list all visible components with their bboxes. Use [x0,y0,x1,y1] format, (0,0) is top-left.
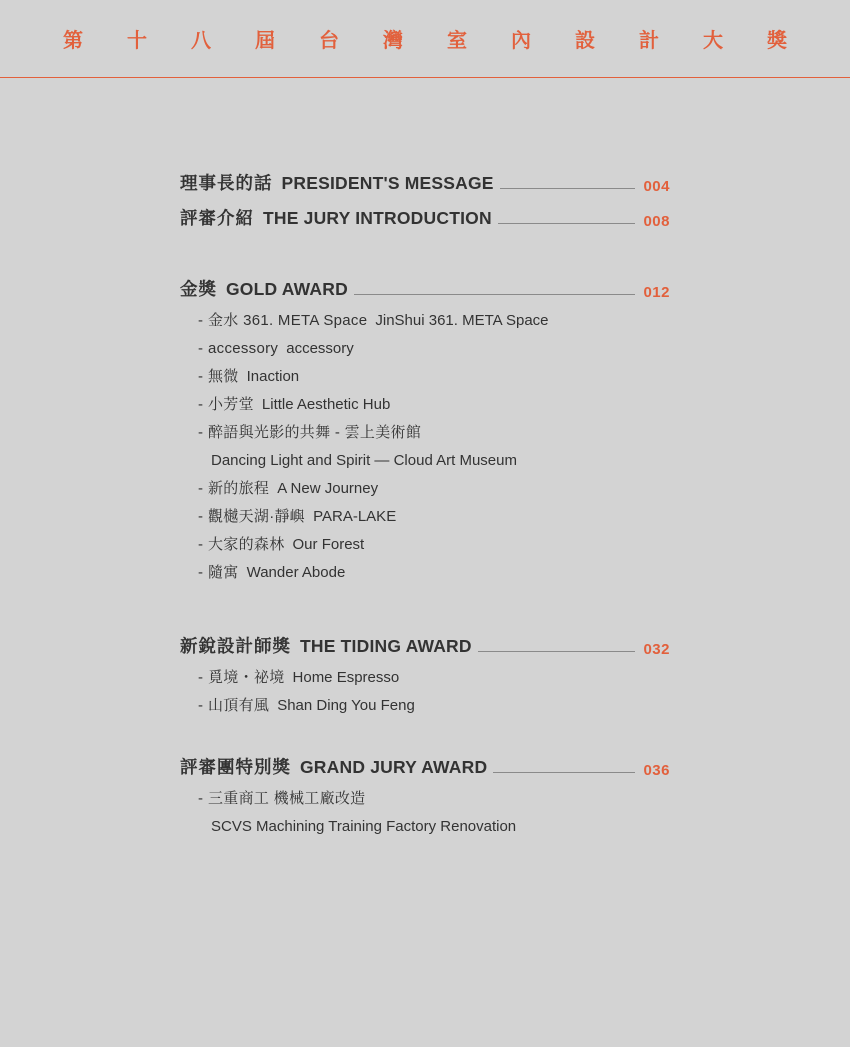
subitem-zh: 小芳堂 [208,396,254,413]
toc-section-gold-award [180,276,680,587]
subitem-zh: 山頂有風 [208,697,270,714]
toc-entry-title-en: GOLD AWARD [226,279,348,299]
toc-entry-title-zh: 新銳設計師獎 [180,636,291,656]
subitem-zh: 醉語與光影的共舞 - 雲上美術館 [208,424,422,441]
dash-marker: - [198,396,203,413]
subitem-zh: 新的旅程 [208,480,270,497]
dash-marker: - [198,564,203,581]
leader-line [493,772,635,773]
leader-line [500,188,636,189]
dash-marker: - [198,697,203,714]
header-char: 獎 [767,30,787,52]
list-item[interactable] [198,531,680,559]
leader-line [478,651,636,652]
dash-marker: - [198,480,203,497]
list-item[interactable] [198,335,680,363]
leader-line [498,223,636,224]
toc-page-number: 032 [643,641,670,658]
toc-entry-title-en: THE JURY INTRODUCTION [263,208,492,228]
dash-marker: - [198,790,203,807]
toc-entry[interactable] [180,170,670,195]
header-char: 計 [639,30,659,52]
dash-marker: - [198,312,203,329]
subitem-zh: 三重商工 機械工廠改造 [208,790,366,807]
list-item[interactable] [198,391,680,419]
toc-entry-title-en: PRESIDENT'S MESSAGE [281,173,494,193]
header-char: 屆 [255,30,275,52]
header-char: 內 [511,30,531,52]
subitem-en: Our Forest [292,536,365,553]
list-item[interactable] [198,363,680,391]
toc-section-header[interactable] [180,276,670,301]
toc-subitem-list [180,664,680,720]
subitem-zh: 觀樾天湖·靜嶼 [208,508,306,525]
subitem-zh: accessory [208,340,279,357]
toc-page-number: 012 [643,284,670,301]
dash-marker: - [198,669,203,686]
header-char: 室 [447,30,467,52]
header-char: 設 [575,30,595,52]
subitem-continuation: SCVS Machining Training Factory Renovation [211,818,517,835]
header-char: 台 [319,30,339,52]
toc-subitem-list [180,307,680,587]
toc-entry-title-zh: 金獎 [180,279,217,299]
subitem-zh: 覓境・祕境 [208,669,285,686]
subitem-en: PARA-LAKE [313,508,397,525]
subitem-zh: 大家的森林 [208,536,285,553]
toc-entry-title-zh: 評審團特別獎 [180,757,291,777]
leader-line [354,294,636,295]
dash-marker: - [198,424,203,441]
subitem-en: Home Espresso [292,669,400,686]
list-item[interactable] [198,503,680,531]
list-item[interactable] [198,785,680,841]
toc-subitem-list [180,785,680,841]
spacer [180,720,680,754]
toc-entry-title [180,170,494,195]
spacer [180,230,680,276]
subitem-continuation: Dancing Light and Spirit — Cloud Art Museum [211,452,517,469]
subitem-zh: 隨寓 [208,564,239,581]
dash-marker: - [198,508,203,525]
subitem-en: Wander Abode [246,564,346,581]
header-char: 十 [127,30,147,52]
subitem-en: accessory [286,340,354,357]
header-char: 灣 [383,30,403,52]
toc-top-entries [180,170,680,230]
toc-section-tiding-award [180,633,680,720]
subitem-zh: 金水 361. META Space [208,312,368,329]
subitem-en: Inaction [246,368,300,385]
list-item[interactable] [198,664,680,692]
header-char: 八 [191,30,211,52]
toc-page-number: 004 [643,178,670,195]
header-char: 大 [703,30,723,52]
toc-entry-title [180,205,492,230]
subitem-en: Shan Ding You Feng [277,697,415,714]
list-item[interactable] [198,419,680,475]
dash-marker: - [198,368,203,385]
toc-entry-title [180,276,348,301]
toc-entry-title-en: THE TIDING AWARD [300,636,472,656]
subitem-en: Little Aesthetic Hub [261,396,391,413]
list-item[interactable] [198,559,680,587]
table-of-contents [180,170,680,841]
toc-section-grand-jury-award [180,754,680,841]
header-char: 第 [63,30,83,52]
dash-marker: - [198,536,203,553]
list-item[interactable] [198,307,680,335]
toc-section-header[interactable] [180,754,670,779]
dash-marker: - [198,340,203,357]
toc-entry-title-zh: 評審介紹 [180,208,254,228]
subitem-en: JinShui 361. META Space [375,312,549,329]
list-item[interactable] [198,692,680,720]
list-item[interactable] [198,475,680,503]
subitem-en: A New Journey [277,480,379,497]
toc-page-number: 008 [643,213,670,230]
toc-entry-title [180,754,487,779]
page-header [0,0,850,78]
toc-entry-title-zh: 理事長的話 [180,173,273,193]
header-title [63,24,787,53]
toc-entry[interactable] [180,205,670,230]
toc-entry-title-en: GRAND JURY AWARD [300,757,488,777]
spacer [180,587,680,633]
subitem-zh: 無微 [208,368,239,385]
toc-section-header[interactable] [180,633,670,658]
toc-page-number: 036 [643,762,670,779]
toc-entry-title [180,633,472,658]
